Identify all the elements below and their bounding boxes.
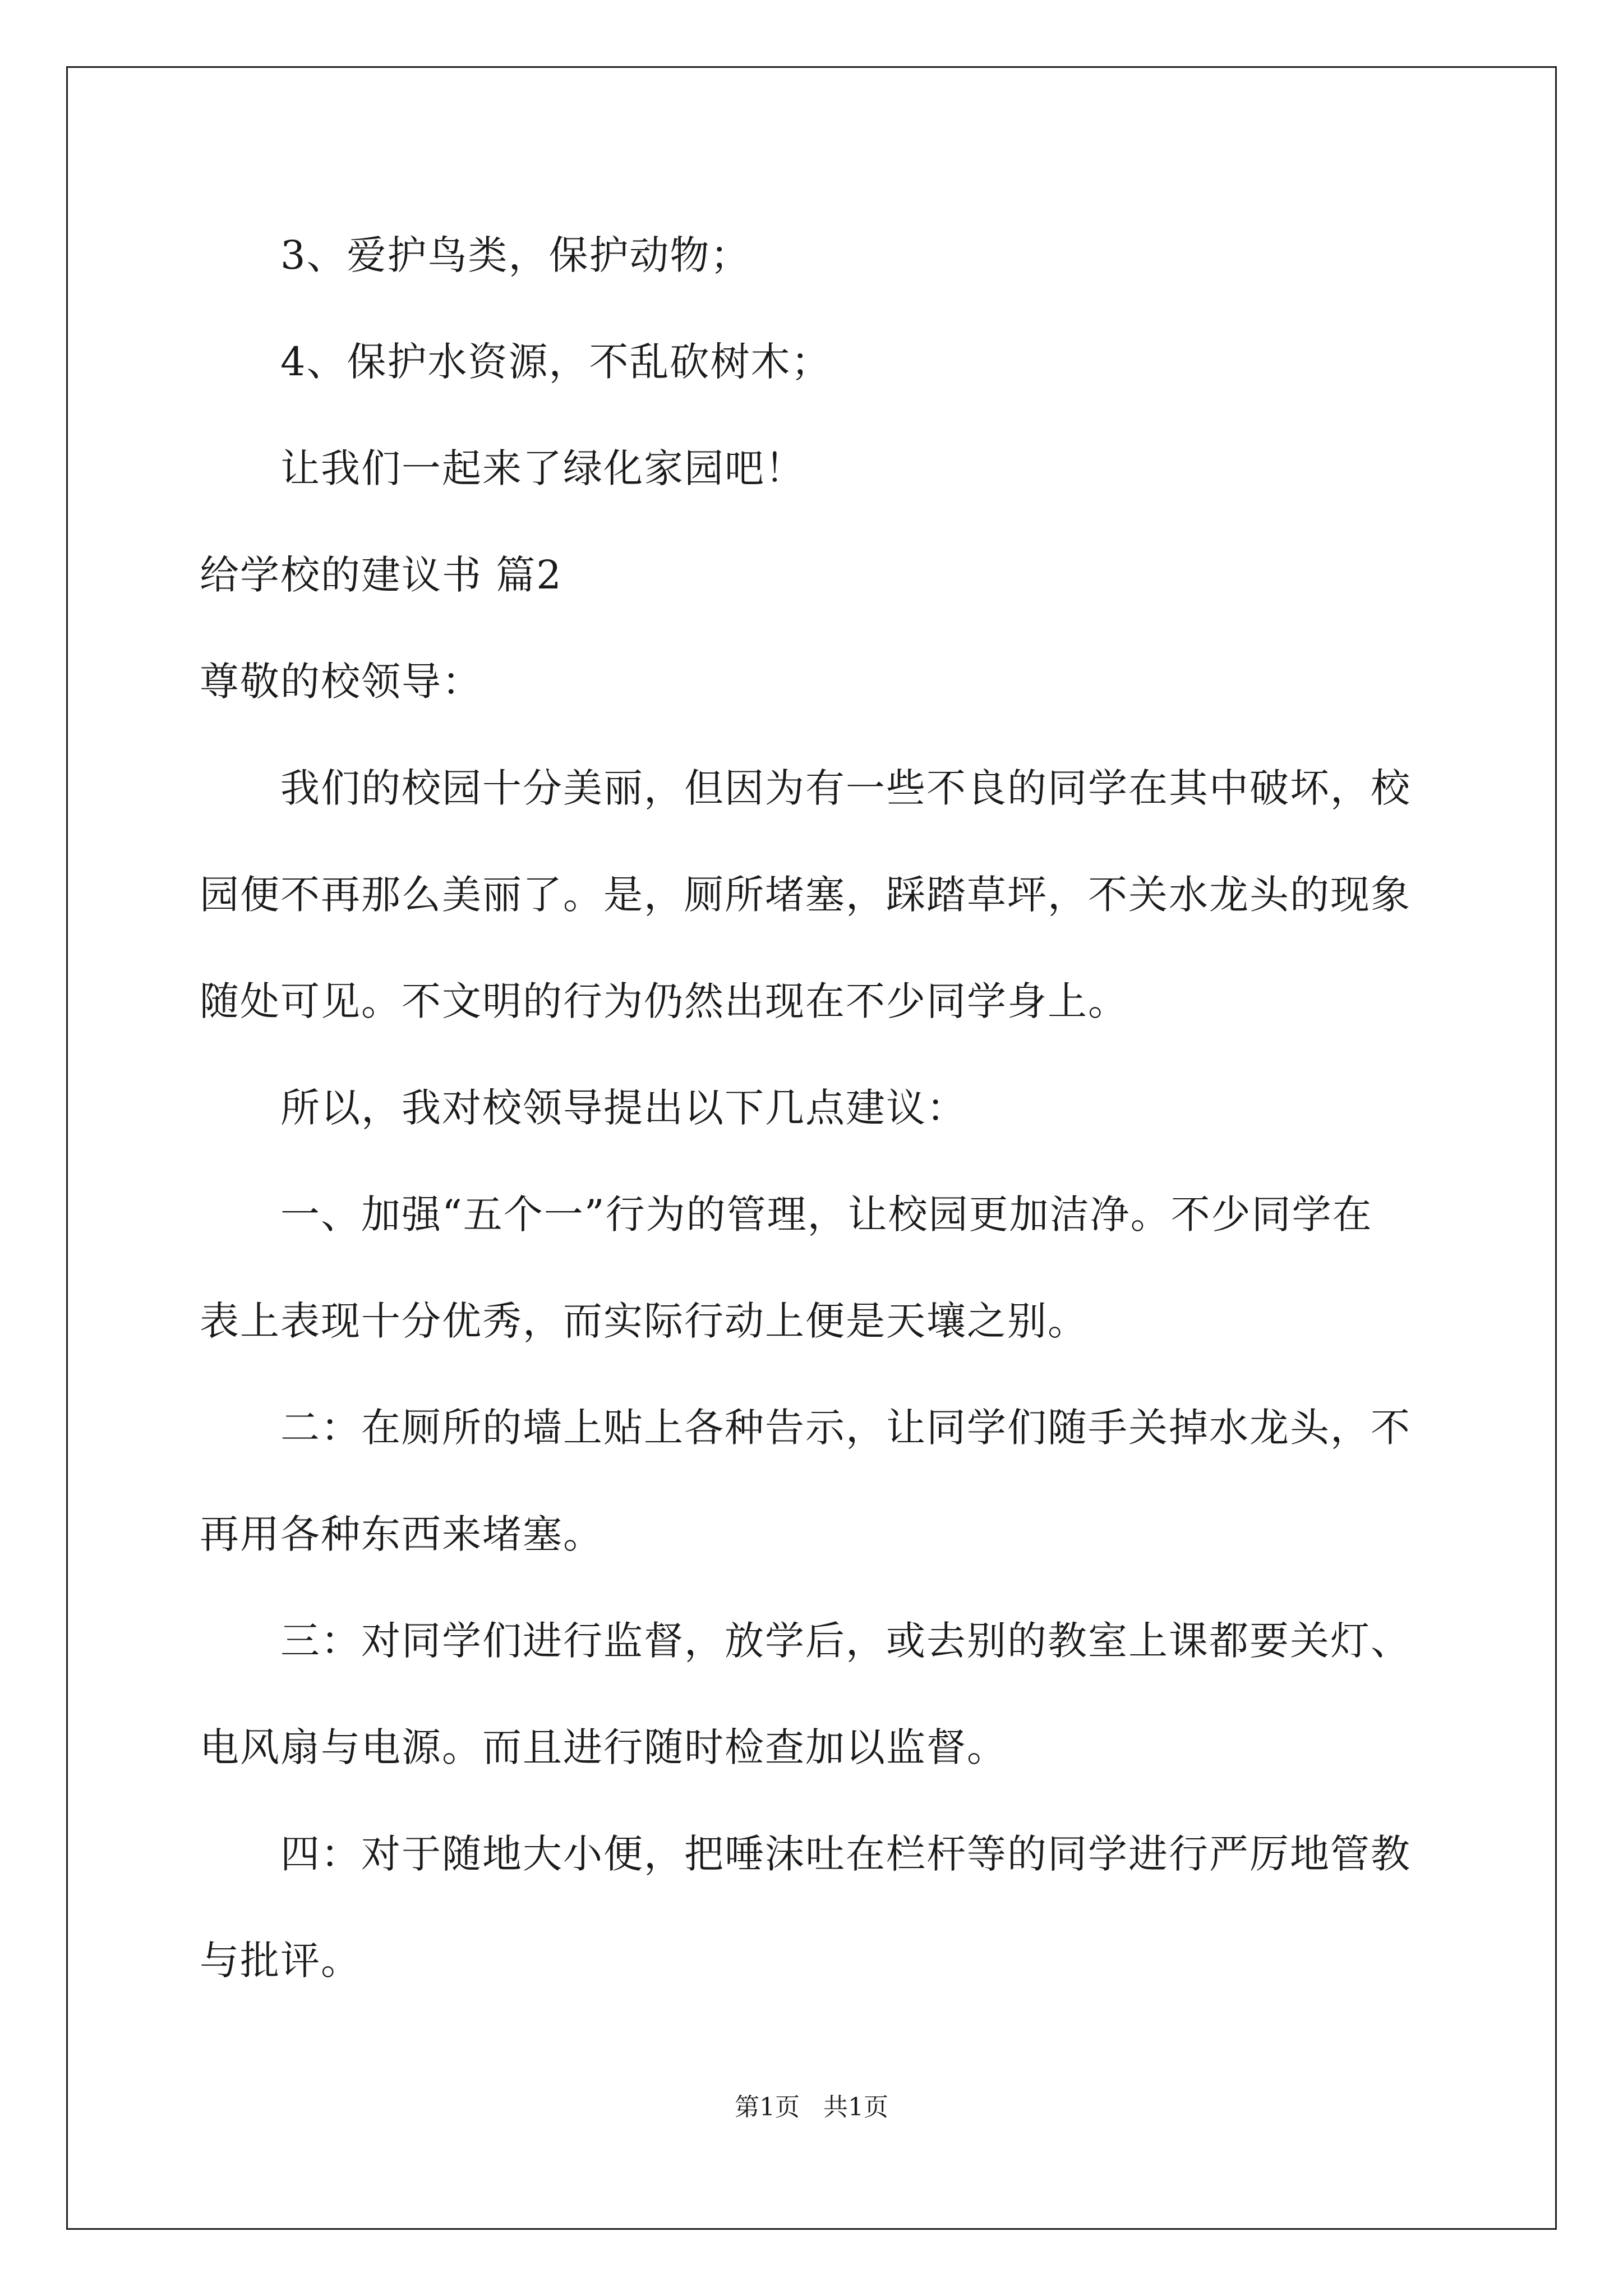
closing-sentence: 让我们一起来了绿化家园吧！ — [280, 445, 805, 491]
suggestion-three-continued: 电风扇与电源。而且进行随时检查加以监督。 — [200, 1724, 1007, 1770]
suggestion-one: 一、加强“五个一”行为的管理，让校园更加洁净。不少同学在 — [280, 1191, 1373, 1237]
paragraph-line: 我们的校园十分美丽，但因为有一些不良的同学在其中破坏，校 — [280, 765, 1411, 811]
list-item-protect-birds: 3、爱护鸟类，保护动物； — [280, 232, 751, 278]
suggestion-four: 四：对于随地大小便，把唾沫吐在栏杆等的同学进行严厉地管教 — [280, 1831, 1411, 1877]
suggestion-two-continued: 再用各种东西来堵塞。 — [200, 1511, 603, 1557]
section-heading: 给学校的建议书 篇2 — [200, 552, 562, 598]
page-footer: 第1页 共1页 — [735, 2093, 888, 2122]
suggestion-three: 三：对同学们进行监督，放学后，或去别的教室上课都要关灯、 — [280, 1618, 1411, 1664]
document-body — [200, 202, 1433, 2014]
paragraph-line: 园便不再那么美丽了。是，厕所堵塞，踩踏草坪，不关水龙头的现象 — [200, 872, 1411, 918]
suggestion-one-continued: 表上表现十分优秀，而实际行动上便是天壤之别。 — [200, 1298, 1088, 1344]
list-item-protect-water: 4、保护水资源，不乱砍树木； — [280, 339, 832, 385]
salutation: 尊敬的校领导： — [200, 659, 482, 705]
paragraph-line: 所以，我对校领导提出以下几点建议： — [280, 1085, 967, 1131]
suggestion-two: 二：在厕所的墙上贴上各种告示，让同学们随手关掉水龙头，不 — [280, 1405, 1411, 1451]
paragraph-line: 随处可见。不文明的行为仍然出现在不少同学身上。 — [200, 978, 1128, 1024]
suggestion-four-continued: 与批评。 — [200, 1938, 361, 1984]
